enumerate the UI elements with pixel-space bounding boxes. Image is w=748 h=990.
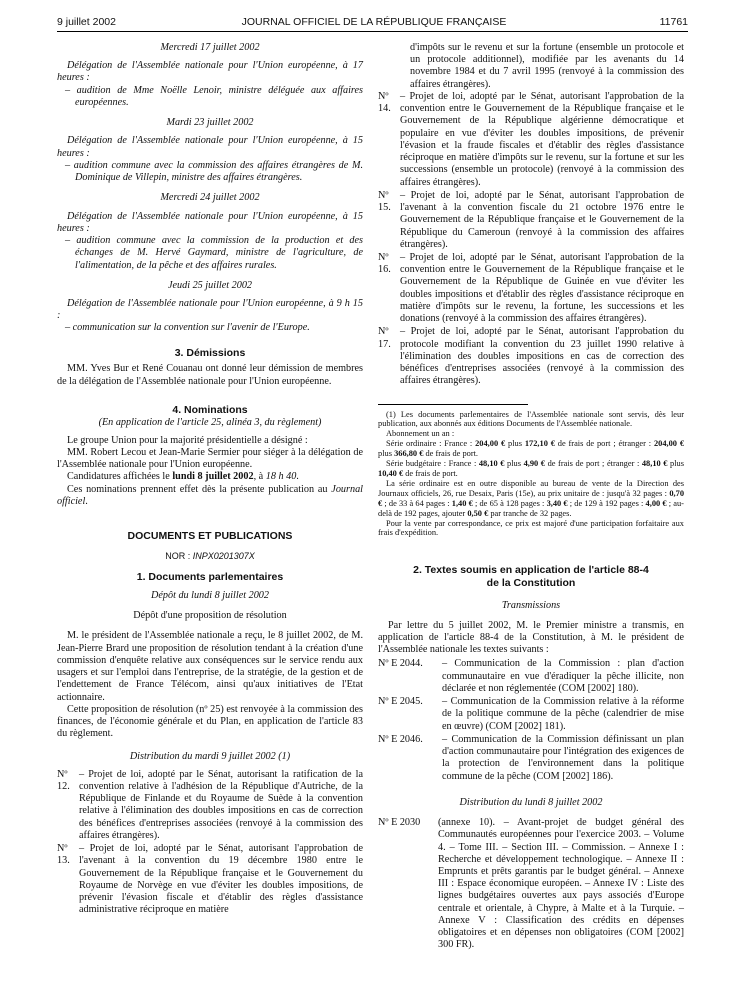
item-number: Nº E 2046. (378, 733, 423, 745)
item-text: – Projet de loi, adopté par le Sénat, autorisant l'approbation de l'avenant à la convention fiscale du 21 octobre 1976 entre le Gouvernement de la République française et le Gouvernement de la République du Cameroun (renvoyé à la commission des affaires étrangères). (400, 189, 684, 250)
footnote-text: Pour la vente par correspondance, ce prix est majoré d'une participation forfaitaire aux frais d'expédition. (378, 518, 684, 538)
session-item: – communication sur la convention sur l'avenir de l'Europe. (65, 322, 310, 334)
item-text: (annexe 10). – Avant-projet de budget général des Communautés européennes pour l'exercice 2003. – Volume 4. – Tome III. – Section III. – Commission. – Annexe I : Recherche et développement technologique. – Annexe II : Emprunts et prêts garantis par le budget général. – Annexe III : Espace économique européen. – Annexe IV : Liste des lignes budgétaires ouvertes aux pays associés d'Europe centrale et orientale, à Chypre, à Malte et à la Turquie. – Annexe V : Classification des crédits en dépenses obligatoires et en dépenses non obligatoires (COM [2002] 300 FR). (438, 817, 684, 951)
list-item (378, 658, 684, 695)
session-item: – audition de Mme Noëlle Lenoir, ministre déléguée aux affaires européennes. (65, 84, 363, 108)
item-number: Nº 12. (57, 768, 70, 793)
header-page-number: 11761 (659, 16, 688, 28)
footnote-unit-prices: La série ordinaire est en outre disponible au bureau de vente de la Direction des Journaux officiels, 26, rue Desaix, Paris (15e), au prix unitaire de : jusqu'à 32 pages : 0,70 € ; de 33 à 64 pages : 1,40 € ; de 65 à 128 pages : 3,40 € ; de 129 à 192 pages : 4,00 € ; au-delà de 192 pages, ajouter 0,50 € par tranche de 32 pages. (378, 478, 684, 518)
session-date: Jeudi 25 juillet 2002 (167, 279, 253, 291)
section-heading-88-4: 2. Textes soumis en application de l'article 88-4 (413, 564, 649, 577)
list-item (378, 326, 684, 387)
footnote-rule (378, 404, 528, 405)
header-title: JOURNAL OFFICIEL DE LA RÉPUBLIQUE FRANÇAISE (241, 16, 507, 28)
nominations-paragraph: MM. Robert Lecou et Jean-Marie Sermier pour siéger à la délégation de l'Assemblée nationale pour l'Union européenne. (57, 446, 363, 471)
list-item (57, 843, 363, 916)
list-item (378, 734, 684, 783)
session-intro: Délégation de l'Assemblée nationale pour l'Union européenne, à 15 heures : (57, 210, 363, 234)
nor-reference: NOR : INPX0201307X (165, 550, 255, 561)
list-item (378, 817, 684, 952)
item-number: Nº E 2044. (378, 658, 423, 670)
session-item: – audition commune avec la commission des affaires étrangères de M. Dominique de Villepin, ministre des affaires étrangères. (65, 159, 363, 184)
right-column (378, 42, 684, 953)
distribution-date: Distribution du mardi 9 juillet 2002 (1) (129, 750, 291, 762)
list-item (378, 91, 684, 189)
session-intro: Délégation de l'Assemblée nationale pour l'Union européenne, à 15 heures : (57, 135, 363, 159)
section-heading-88-4-line2: de la Constitution (486, 576, 576, 589)
depot-date: Dépôt du lundi 8 juillet 2002 (151, 589, 269, 601)
header-rule (57, 31, 688, 32)
list-item (378, 252, 684, 325)
nominations-effect: Ces nominations prennent effet dès la présente publication au Journal officiel. (57, 483, 363, 507)
depot-paragraph: Cette proposition de résolution (nº 25) est renvoyée à la commission des finances, de l'économie générale et du Plan, en application de l'article 83 du règlement. (57, 703, 363, 740)
session-item: – audition commune avec la commission de la production et des échanges de M. Hervé Gaymard, ministre de l'agriculture, de l'alimentation, de la pêche et des affaires rurales. (65, 235, 363, 271)
item-text: – Projet de loi, adopté par le Sénat, autorisant l'approbation du protocole modifiant la convention du 23 juillet 1990 relative à l'élimination des doubles impositions en cas de correction des bénéfices d'entreprises associées (renvoyé à la commission des affaires étrangères). (400, 326, 684, 387)
item-number: Nº 16. (378, 251, 391, 276)
item-text: – Projet de loi, adopté par le Sénat, autorisant l'approbation de la convention entre le Gouvernement de la République française et le Gouvernement de la République de Guinée en vue d'éviter les doubles impositions et d'établir des règles d'assistance réciproque en matière d'impôts sur le revenu, la fortune, les successions et les donations (renvoyé à la commission des affaires étrangères). (400, 251, 684, 325)
item-text: – Projet de loi, adopté par le Sénat, autorisant l'approbation de la convention entre le Gouvernement de la République française et le Gouvernement de la République algérienne démocratique et populaire en vue d'éviter les doubles impositions, de prévenir l'évasion et la fraude fiscales et d'établir des règles d'assistance réciproque en matière d'impôts sur le revenu, sur la fortune et sur les successions (ensemble un protocole) (renvoyé à la commission des affaires étrangères). (400, 90, 684, 188)
section-heading-documents: 1. Documents parlementaires (136, 571, 284, 584)
transmissions-intro: Par lettre du 5 juillet 2002, M. le Premier ministre a transmis, en application de l'article 88-4 de la Constitution, à M. le président de l'Assemblée nationale les textes suivants : (378, 619, 684, 656)
item-number: Nº E 2030 (378, 817, 421, 829)
page-header (0, 0, 748, 32)
footnote-text: Abonnement un an : (386, 429, 455, 439)
footnote-prices-budgetaire: Série budgétaire : France : 48,10 € plus 4,90 € de frais de port ; étranger : 48,10 € plus 10,40 € de frais de port. (378, 459, 685, 478)
item-number: Nº 14. (378, 90, 391, 115)
item-text: – Communication de la Commission relative à la réforme de la politique commune de la pêche (calendrier de mise en œuvre) (COM [2002] 181). (442, 696, 684, 732)
list-item (378, 190, 684, 251)
list-item (57, 769, 363, 842)
depot-subheading: Dépôt d'une proposition de résolution (133, 610, 287, 622)
demissions-text: MM. Yves Bur et René Couanau ont donné leur démission de membres de la délégation de l'Assemblée nationale pour l'Union européenne. (57, 363, 363, 387)
footnote-text: (1) Les documents parlementaires de l'Assemblée nationale sont servis, dès leur publication, aux abonnés aux éditions Documents de l'Assemblée nationale. (378, 409, 684, 429)
nominations-paragraph: Le groupe Union pour la majorité présidentielle a désigné : (67, 434, 308, 446)
transmissions-heading: Transmissions (501, 599, 561, 611)
depot-paragraph: M. le président de l'Assemblée nationale a reçu, le 8 juillet 2002, de M. Jean-Pierre Brard une proposition de résolution tendant à la création d'une commission d'enquête relative aux conséquences sur le service rendu aux usagers et sur l'emploi dans l'entreprise, de la stratégie, de la gestion et de l'endettement de France Télécom, ainsi qu'aux initiatives de l'Etat actionnaire. (57, 630, 363, 703)
left-column (57, 42, 363, 918)
item-text: – Projet de loi, adopté par le Sénat, autorisant la ratification de la convention relative à l'adhésion de la République d'Autriche, de la République de Finlande et du Royaume de Suède à la convention relative à l'élimination des doubles impositions en cas de correction des bénéfices d'entreprises associées (renvoyé à la commission des affaires étrangères). (79, 768, 363, 841)
session-date: Mercredi 24 juillet 2002 (160, 192, 260, 204)
nominations-subheading: (En application de l'article 25, alinéa 3, du règlement) (98, 417, 322, 429)
item-number: Nº E 2045. (378, 696, 423, 708)
section-heading-demissions: 3. Démissions (174, 346, 246, 359)
nominations-candidatures: Candidatures affichées le lundi 8 juillet 2002, à 18 h 40. (67, 471, 299, 483)
distribution-date: Distribution du lundi 8 juillet 2002 (459, 796, 603, 808)
item-number: Nº 17. (378, 326, 391, 350)
session-intro: Délégation de l'Assemblée nationale pour l'Union européenne, à 9 h 15 : (57, 297, 363, 322)
session-intro: Délégation de l'Assemblée nationale pour l'Union européenne, à 17 heures : (57, 60, 363, 84)
footnote-prices-ordinaire: Série ordinaire : France : 204,00 € plus 172,10 € de frais de port ; étranger : 204,00 € plus 366,80 € de frais de port. (378, 439, 685, 459)
session-date: Mardi 23 juillet 2002 (166, 117, 254, 129)
item-continuation: d'impôts sur le revenu et sur la fortune (ensemble un protocole et un protocole additionnel), modifiée par les avenants du 14 novembre 1984 et du 7 avril 1995 (renvoyé à la commission des affaires étrangères). (410, 42, 684, 90)
item-text: – Projet de loi, adopté par le Sénat, autorisant l'approbation de l'avenant à la convention du 19 décembre 1980 entre le Gouvernement de la République française et le Gouvernement du Royaume de Norvège en vue d'éviter les doubles impositions, de prévenir l'évasion fiscale et d'établir des règles d'assistance administrative réciproque en matière (79, 843, 363, 916)
header-date: 9 juillet 2002 (57, 16, 116, 28)
list-item (378, 696, 684, 733)
section-heading-nominations: 4. Nominations (172, 403, 248, 416)
item-text: – Communication de la Commission définissant un plan d'action communautaire pour l'intégration des exigences de la protection de l'environnement dans la politique commune de la pêche (COM [2002] 186). (442, 733, 684, 782)
documents-publications-heading: DOCUMENTS ET PUBLICATIONS (127, 529, 293, 542)
item-text: – Communication de la Commission : plan d'action communautaire en vue d'éradiquer la pêche illicite, non déclarée et non réglementée (COM [2002] 180). (442, 658, 684, 694)
item-number: Nº 13. (57, 843, 70, 867)
item-number: Nº 15. (378, 189, 391, 214)
session-date: Mercredi 17 juillet 2002 (160, 42, 260, 53)
